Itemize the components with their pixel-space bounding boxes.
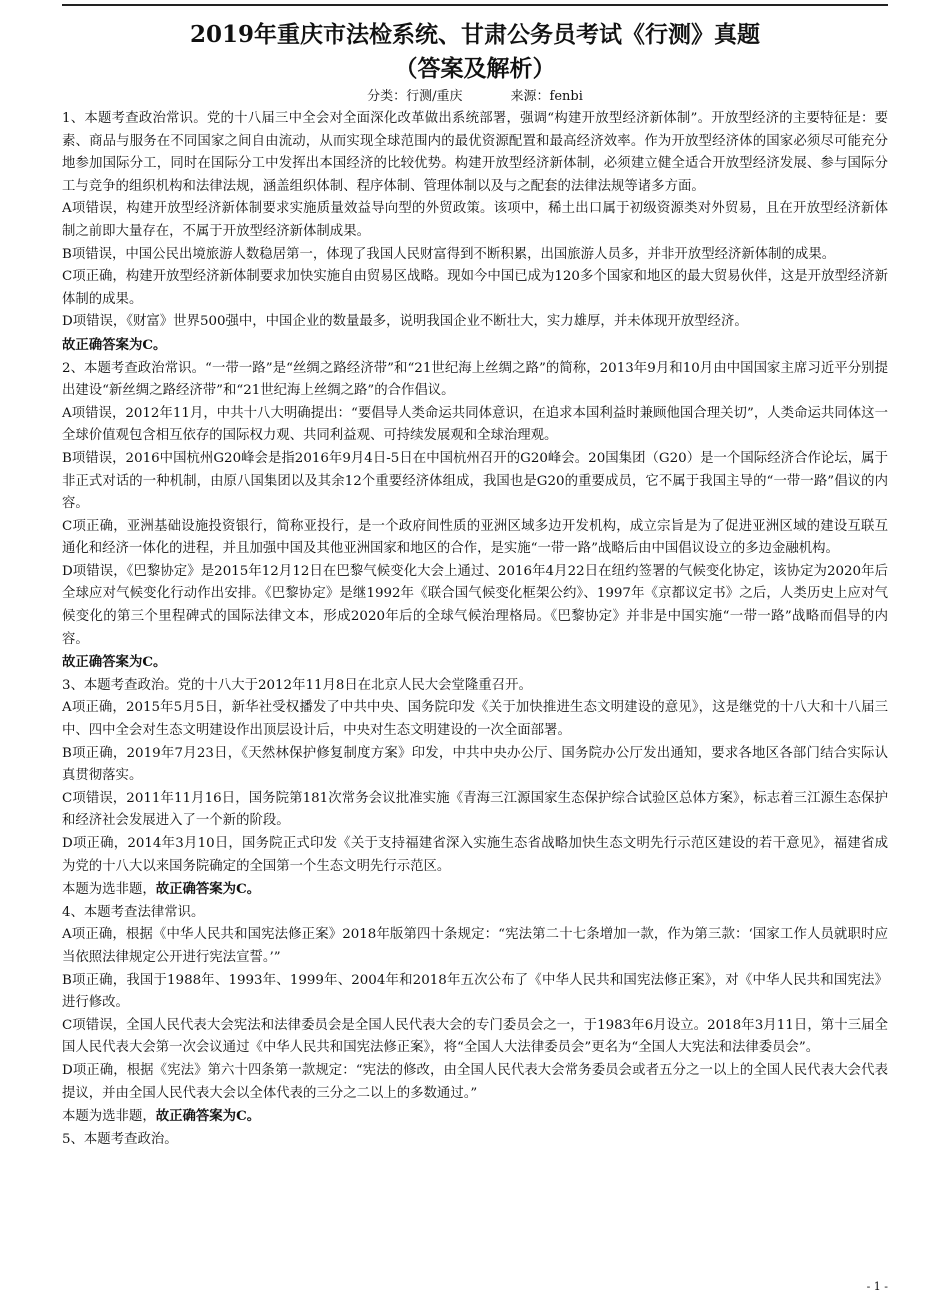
explanation-paragraph [62, 358, 888, 403]
answer-body [62, 108, 888, 1151]
paragraph-text: 5、本题考查政治。 [62, 1131, 178, 1147]
paragraph-text: C项正确，亚洲基础设施投资银行，简称亚投行，是一个政府间性质的亚洲区域多边开发机构，成立宗旨是为了促进亚洲区域的建设互联互通化和经济一体化的进程，并且加强中国及其他亚洲国家和地区的合作，是实施“一带一路”战略后由中国倡议设立的多边金融机构。 [62, 518, 888, 557]
explanation-paragraph [62, 1060, 888, 1105]
paragraph-text: B项正确，我国于1988年、1993年、1999年、2004年和2018年五次公布了《中华人民共和国宪法修正案》，对《中华人民共和国宪法》进行修改。 [62, 972, 888, 1011]
explanation-paragraph [62, 311, 888, 334]
paragraph-text: C项错误，全国人民代表大会宪法和法律委员会是全国人民代表大会的专门委员会之一，于1983年6月设立。2018年3月11日，第十三届全国人民代表大会第一次会议通过《中华人民共和国宪法修正案》，将“全国人大法律委员会”更名为“全国人大宪法和法律委员会”。 [62, 1017, 888, 1056]
paragraph-text: 1、本题考查政治常识。党的十八届三中全会对全面深化改革做出系统部署，强调“构建开放型经济新体制”。开放型经济的主要特征是：要素、商品与服务在不同国家之间自由流动，从而实现全球范围内的最优资源配置和最高经济效率。作为开放型经济体的国家必须尽可能充分地参加国际分工，同时在国际分工中发挥出本国经济的比较优势。构建开放型经济新体制，必须建立健全适合开放型经济发展、参与国际分工与竞争的组织机构和法律法规，涵盖组织体制、程序体制、管理体制以及与之配套的法律法规等诸多方面。 [62, 111, 888, 194]
answer-line [62, 651, 888, 675]
explanation-paragraph [62, 970, 888, 1015]
explanation-paragraph [62, 697, 888, 742]
document-page [62, 18, 888, 1151]
explanation-paragraph [62, 244, 888, 267]
explanation-paragraph [62, 878, 888, 902]
page-number: - 1 - [866, 1280, 888, 1293]
answer-line [62, 334, 888, 358]
explanation-paragraph [62, 198, 888, 243]
explanation-paragraph [62, 833, 888, 878]
paragraph-text: C项错误，2011年11月16日，国务院第181次常务会议批准实施《青海三江源国家生态保护综合试验区总体方案》，标志着三江源生态保护和经济社会发展进入了一个新的阶段。 [62, 790, 888, 829]
explanation-paragraph [62, 108, 888, 198]
paragraph-text: D项错误，《财富》世界500强中，中国企业的数量最多，说明我国企业不断壮大，实力雄厚，并未体现开放型经济。 [62, 314, 748, 330]
correct-answer: 故正确答案为C。 [155, 881, 261, 898]
category-label: 分类：行测/重庆 [367, 89, 463, 104]
paragraph-text: 4、本题考查法律常识。 [62, 904, 205, 920]
paragraph-text: B项正确，2019年7月23日，《天然林保护修复制度方案》印发，中共中央办公厅、国务院办公厅发出通知，要求各地区各部门结合实际认真贯彻落实。 [62, 745, 888, 784]
source-label: 来源：fenbi [510, 89, 583, 104]
correct-answer: 故正确答案为C。 [155, 1108, 261, 1125]
explanation-paragraph [62, 675, 888, 698]
explanation-paragraph [62, 561, 888, 651]
top-rule [62, 4, 888, 6]
explanation-paragraph [62, 1129, 888, 1152]
paragraph-text: A项错误，构建开放型经济新体制要求实施质量效益导向型的外贸政策。该项中，稀土出口属于初级资源类对外贸易，且在开放型经济新体制之前即大量存在，不属于开放型经济新体制成果。 [62, 201, 888, 239]
explanation-paragraph [62, 403, 888, 448]
paragraph-text: B项错误，中国公民出境旅游人数稳居第一，体现了我国人民财富得到不断积累，出国旅游人员多，并非开放型经济新体制的成果。 [62, 246, 836, 262]
explanation-paragraph [62, 743, 888, 788]
paragraph-text: 2、本题考查政治常识。“一带一路”是“丝绸之路经济带”和“21世纪海上丝绸之路”的简称，2013年9月和10月由中国国家主席习近平分别提出建设“新丝绸之路经济带”和“21世纪海上丝绸之路”的合作倡议。 [62, 360, 888, 399]
paragraph-text: D项正确，2014年3月10日，国务院正式印发《关于支持福建省深入实施生态省战略加快生态文明先行示范区建设的若干意见》，福建省成为党的十八大以来国务院确定的全国第一个生态文明先行示范区。 [62, 836, 888, 874]
paragraph-text: B项错误，2016中国杭州G20峰会是指2016年9月4日-5日在中国杭州召开的G20峰会。20国集团（G20）是一个国际经济合作论坛，属于非正式对话的一种机制，由原八国集团以及其余12个重要经济体组成，我国也是G20的重要成员，它不属于我国主导的“一带一路”倡议的内容。 [62, 450, 888, 512]
document-subtitle: （答案及解析） [394, 55, 556, 82]
explanation-paragraph [62, 902, 888, 925]
correct-answer: 故正确答案为C。 [62, 654, 167, 671]
paragraph-text: C项正确，构建开放型经济新体制要求加快实施自由贸易区战略。现如今中国已成为120多个国家和地区的最大贸易伙伴，这是开放型经济新体制的成果。 [62, 269, 888, 307]
paragraph-text: A项错误，2012年11月，中共十八大明确提出：“要倡导人类命运共同体意识，在追求本国利益时兼顾他国合理关切”，人类命运共同体这一全球价值观包含相互依存的国际权力观、共同利益观、可持续发展观和全球治理观。 [62, 405, 888, 444]
answer-prefix: 本题为选非题， [62, 1109, 156, 1125]
explanation-paragraph [62, 266, 888, 311]
explanation-paragraph [62, 516, 888, 561]
paragraph-text: D项正确，根据《宪法》第六十四条第一款规定：“宪法的修改，由全国人民代表大会常务委员会或者五分之一以上的全国人民代表大会代表提议，并由全国人民代表大会以全体代表的三分之二以上的多数通过。” [62, 1062, 888, 1101]
explanation-paragraph [62, 924, 888, 969]
paragraph-text: A项正确，根据《中华人民共和国宪法修正案》2018年版第四十条规定：“宪法第二十七条增加一款，作为第三款：‘国家工作人员就职时应当依照法律规定公开进行宪法宣誓。’” [62, 927, 888, 965]
explanation-paragraph [62, 1105, 888, 1129]
document-meta [62, 88, 888, 106]
explanation-paragraph [62, 448, 888, 516]
answer-prefix: 本题为选非题， [62, 882, 156, 898]
correct-answer: 故正确答案为C。 [62, 336, 167, 353]
paragraph-text: 3、本题考查政治。党的十八大于2012年11月8日在北京人民大会堂隆重召开。 [62, 677, 532, 693]
paragraph-text: A项正确，2015年5月5日，新华社受权播发了中共中央、国务院印发《关于加快推进生态文明建设的意见》，这是继党的十八大和十八届三中、四中全会对生态文明建设作出顶层设计后，中央对生态文明建设的一次全面部署。 [62, 700, 888, 739]
explanation-paragraph [62, 788, 888, 833]
explanation-paragraph [62, 1015, 888, 1060]
paragraph-text: D项错误，《巴黎协定》是2015年12月12日在巴黎气候变化大会上通过、2016年4月22日在纽约签署的气候变化协定，该协定为2020年后全球应对气候变化行动作出安排。《巴黎协定》是继1992年《联合国气候变化框架公约》、1997年《京都议定书》之后，人类历史上应对气候变化的第三个里程碑式的国际法律文本，形成2020年后的全球气候治理格局。《巴黎协定》并非是中国实施“一带一路”战略而倡导的内容。 [62, 563, 888, 647]
document-title: 2019年重庆市法检系统、甘肃公务员考试《行测》真题 [189, 21, 760, 48]
